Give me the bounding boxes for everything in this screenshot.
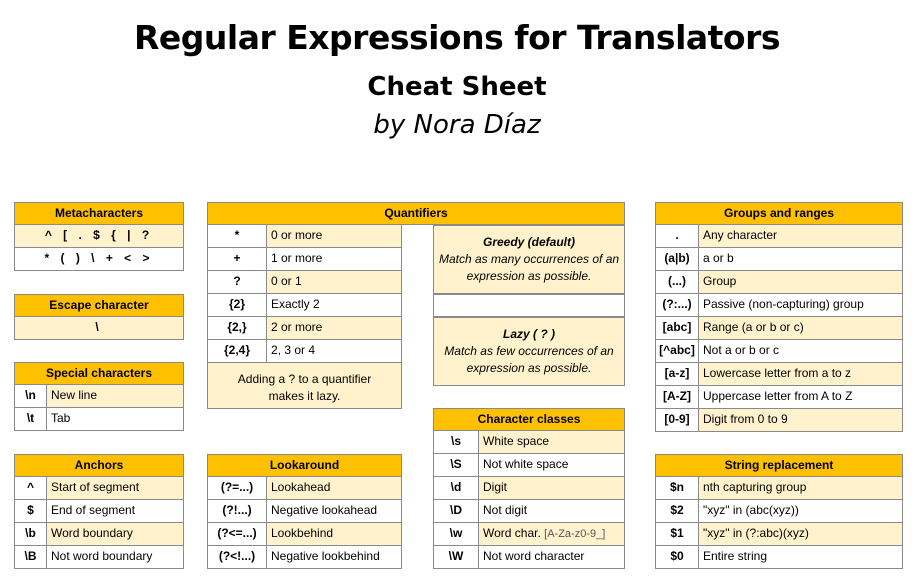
quantifier-key: {2,} [208,317,267,339]
replacement-desc: "xyz" in (abc(xyz)) [699,500,902,522]
group-key: . [656,225,699,247]
class-desc: Not white space [479,454,624,476]
special-header: Special characters [14,362,184,385]
class-desc-text: Word char. [483,526,541,540]
replacement-desc: "xyz" in (?:abc)(xyz) [699,523,902,545]
lookaround-key: (?<!...) [208,546,267,568]
table-row [207,500,402,523]
class-desc: White space [479,431,624,453]
author-line: by Nora Díaz [373,110,541,140]
class-key: \S [434,454,479,476]
lazy-hint-line-1: Adding a ? to a quantifier [237,372,372,386]
special-key: \t [15,408,47,430]
table-row [14,477,184,500]
table-row [655,340,903,363]
replacement-key: $2 [656,500,699,522]
group-key: [a-z] [656,363,699,385]
special-characters-table [14,362,184,431]
group-key: [^abc] [656,340,699,362]
class-key: \D [434,500,479,522]
table-row [433,477,625,500]
anchor-key: ^ [15,477,47,499]
greedy-line-1: Match as many occurrences of an [438,252,620,266]
anchors-header: Anchors [14,454,184,477]
table-row [655,294,903,317]
replacement-desc: Entire string [699,546,902,568]
replacement-key: $1 [656,523,699,545]
anchor-key: $ [15,500,47,522]
table-row [207,340,402,363]
metacharacters-table [14,202,184,271]
lazy-note [433,317,625,386]
lazy-line-1: Match as few occurrences of an [444,344,614,358]
group-desc: Group [699,271,902,293]
group-desc: a or b [699,248,902,270]
escape-value: \ [15,317,183,339]
group-key: (a|b) [656,248,699,270]
class-desc-range: [A-Za-z0-9_] [544,528,606,540]
table-row [14,317,184,340]
table-row [433,546,625,569]
lazy-hint [207,363,402,409]
page-subtitle: Cheat Sheet [367,72,547,102]
class-desc: Digit [479,477,624,499]
greedy-line-2: expression as possible. [466,269,592,283]
lookaround-desc: Lookahead [267,477,401,499]
quantifiers-header: Quantifiers [207,202,625,225]
quantifier-desc: 2, 3 or 4 [267,340,401,362]
groups-header: Groups and ranges [655,202,903,225]
quantifier-key: * [208,225,267,247]
anchor-desc: Word boundary [47,523,183,545]
group-key: (?:...) [656,294,699,316]
table-row [14,500,184,523]
class-key: \d [434,477,479,499]
greedy-title: Greedy (default) [482,235,575,249]
quantifier-key: ? [208,271,267,293]
table-row [655,248,903,271]
table-row [207,523,402,546]
table-row [207,248,402,271]
lookaround-header: Lookaround [207,454,402,477]
table-row [433,454,625,477]
class-desc [479,523,624,545]
lookaround-key: (?<=...) [208,523,267,545]
table-row [655,523,903,546]
anchor-key: \B [15,546,47,568]
quantifiers-table [207,202,625,225]
quantifier-desc: 2 or more [267,317,401,339]
escape-header: Escape character [14,294,184,317]
quantifier-desc: 0 or 1 [267,271,401,293]
anchor-desc: End of segment [47,500,183,522]
replacement-desc: nth capturing group [699,477,902,499]
metacharacters-row-2: * ( ) \ + < > [15,248,183,270]
anchor-key: \b [15,523,47,545]
quantifier-desc: Exactly 2 [267,294,401,316]
greedy-note [433,225,625,294]
table-row [14,385,184,408]
group-desc: Range (a or b or c) [699,317,902,339]
table-row [207,225,402,248]
group-desc: Uppercase letter from A to Z [699,386,902,408]
group-desc: Any character [699,225,902,247]
quantifier-desc: 0 or more [267,225,401,247]
anchor-desc: Not word boundary [47,546,183,568]
lookaround-key: (?=...) [208,477,267,499]
group-key: [0-9] [656,409,699,431]
table-row [655,271,903,294]
table-row [655,363,903,386]
replacement-key: $n [656,477,699,499]
table-row [14,546,184,569]
lookaround-desc: Lookbehind [267,523,401,545]
table-row [433,431,625,454]
table-row [655,317,903,340]
table-row [14,225,184,248]
group-key: (...) [656,271,699,293]
class-desc: Not word character [479,546,624,568]
class-desc: Not digit [479,500,624,522]
anchors-table [14,454,184,569]
lazy-line-2: expression as possible. [466,361,592,375]
table-row [655,500,903,523]
lookaround-key: (?!...) [208,500,267,522]
class-key: \w [434,523,479,545]
group-key: [abc] [656,317,699,339]
special-key: \n [15,385,47,407]
metacharacters-row-1: ^ [ . $ { | ? [15,225,183,247]
table-row [655,546,903,569]
replacement-header: String replacement [655,454,903,477]
table-row [14,248,184,271]
table-row [655,409,903,432]
table-row [433,523,625,546]
group-desc: Not a or b or c [699,340,902,362]
quantifier-desc: 1 or more [267,248,401,270]
table-row [655,477,903,500]
table-row [433,500,625,523]
group-desc: Passive (non-capturing) group [699,294,902,316]
group-key: [A-Z] [656,386,699,408]
lookaround-desc: Negative lookahead [267,500,401,522]
special-desc: New line [47,385,183,407]
quantifier-key: + [208,248,267,270]
table-row [655,386,903,409]
lazy-title: Lazy ( ? ) [502,327,555,341]
string-replacement-table [655,454,903,569]
table-row [207,271,402,294]
quantifiers-list [207,225,402,409]
quantifier-key: {2,4} [208,340,267,362]
metacharacters-header: Metacharacters [14,202,184,225]
table-row [207,317,402,340]
class-key: \s [434,431,479,453]
lazy-hint-line-2: makes it lazy. [268,389,341,403]
anchor-desc: Start of segment [47,477,183,499]
character-classes-table [433,408,625,569]
quantifier-spacer [433,294,625,317]
table-row [207,294,402,317]
special-desc: Tab [47,408,183,430]
group-desc: Lowercase letter from a to z [699,363,902,385]
page-title: Regular Expressions for Translators [133,18,781,57]
escape-character-table [14,294,184,340]
table-row [14,523,184,546]
table-row [207,546,402,569]
replacement-key: $0 [656,546,699,568]
classes-header: Character classes [433,408,625,431]
table-row [655,225,903,248]
class-key: \W [434,546,479,568]
quantifier-key: {2} [208,294,267,316]
lookaround-table [207,454,402,569]
table-row [14,408,184,431]
groups-ranges-table [655,202,903,432]
table-row [207,477,402,500]
lookaround-desc: Negative lookbehind [267,546,401,568]
group-desc: Digit from 0 to 9 [699,409,902,431]
